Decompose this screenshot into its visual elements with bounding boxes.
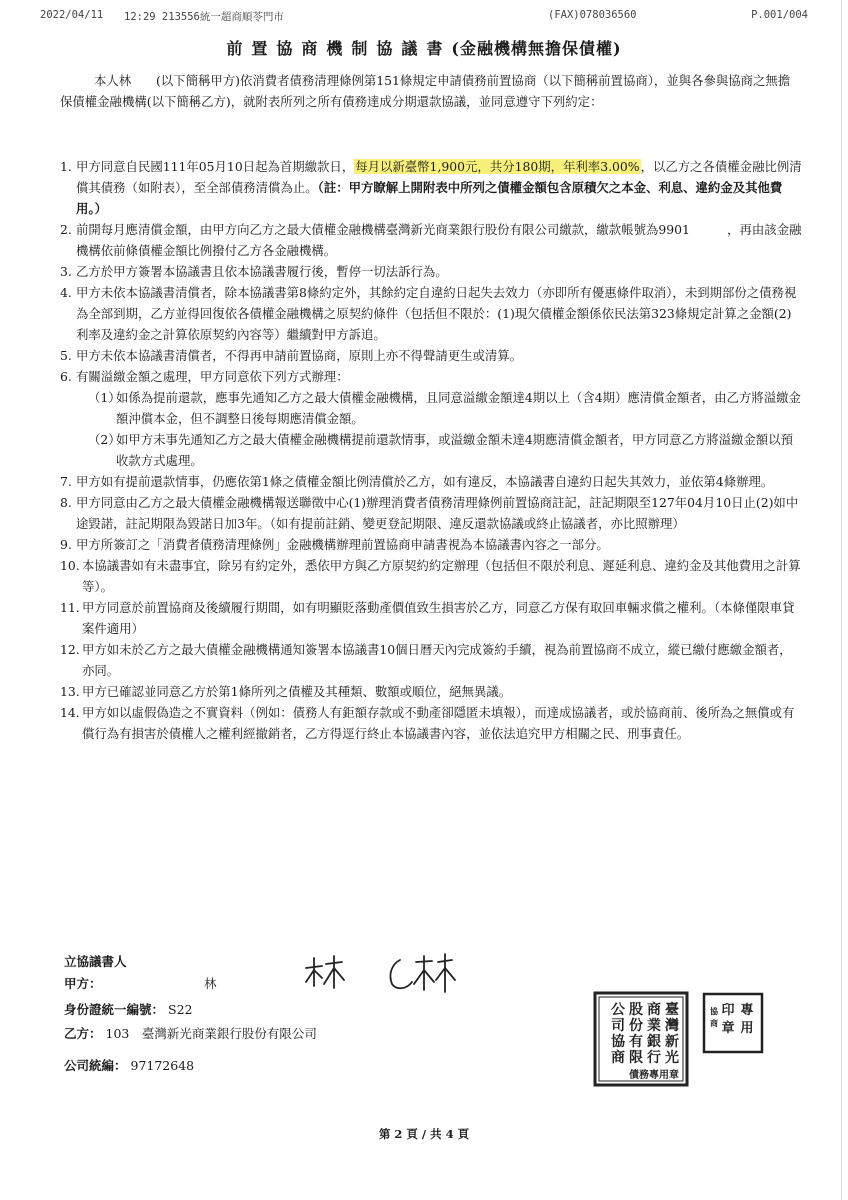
title-sub: (金融機構無擔保債權) xyxy=(451,39,622,58)
clause-number: 11. xyxy=(60,600,80,615)
svg-text:商: 商 xyxy=(710,1018,718,1028)
small-seal-stamp xyxy=(702,992,764,1054)
svg-text:行: 行 xyxy=(647,1050,661,1066)
clause-number: 5. xyxy=(60,348,72,363)
clause-14 xyxy=(60,702,802,744)
svg-text:章: 章 xyxy=(721,1021,735,1036)
signatory-heading xyxy=(64,952,127,970)
clause-11 xyxy=(60,597,802,639)
scan-edge-line xyxy=(841,0,842,1200)
fax-time-sender: 12:29 213556統一超商順苓門市 xyxy=(124,11,284,23)
clause-4 xyxy=(60,282,802,345)
clause-body: 甲方同意由乙方之最大債權金融機構報送聯徵中心(1)辦理消費者債務清理條例前置協商註記，註記期限至127年04月10日止(2)如中途毀諾，註記期限為毀諾日加3年。（如有提前註銷、變更登記期限、違反還款協議或終止協議者，亦比照辦理） xyxy=(76,495,799,531)
clause-body: 甲方已確認並同意乙方於第1條所列之債權及其種類、數額或順位，絕無異議。 xyxy=(82,684,512,699)
intro-paragraph xyxy=(60,70,800,112)
clause-body: 前開每月應清償金額，由甲方向乙方之最大債權金融機構臺灣新光商業銀行股份有限公司繳款，繳款帳號為9901 ，再由該金融機構依前條債權金額比例撥付乙方各金融機構。 xyxy=(76,222,802,258)
clause-3 xyxy=(60,261,802,282)
sub-body: 如係為提前還款，應事先通知乙方之最大債權金融機構，且同意溢繳金額達4期以上（含4期）應清償金額者，由乙方將溢繳金額沖償本金，但不調整日後每期應清償金額。 xyxy=(116,390,801,426)
clause-body: 甲方同意於前置協商及後續履行期間，如有明顯貶落動產價值致生損害於乙方，同意乙方保有取回車輛求償之權利。（本條僅限車貸案件適用） xyxy=(82,600,795,636)
clause-body: 本協議書如有未盡事宜，除另有約定外，悉依甲方與乙方原契約約定辦理（包括但不限於利息、遲延利息、違約金及其他費用之計算等）。 xyxy=(82,558,801,594)
page-footer: 第 2 頁 / 共 4 頁 xyxy=(378,1127,470,1141)
party-b-value: 103 臺灣新光商業銀行股份有限公司 xyxy=(105,1026,317,1041)
id-number-label: 身份證統一編號： xyxy=(64,1002,165,1017)
svg-text:業: 業 xyxy=(647,1018,661,1034)
intro-text: 本人林 (以下簡稱甲方)依消費者債務清理條例第151條規定申請債務前置協商（以下簡稱前置協商），並與各參與協商之無擔保債權金融機構(以下簡稱乙方)，就附表所列之所有債務達成分期還款協議，並同意遵守下列約定： xyxy=(60,73,791,109)
svg-text:份: 份 xyxy=(629,1018,643,1034)
party-a-row xyxy=(64,974,217,992)
fax-number: (FAX)078036560 xyxy=(548,9,637,21)
company-number-row xyxy=(64,1056,194,1074)
svg-text:銀: 銀 xyxy=(647,1034,661,1050)
clause-number: 2. xyxy=(60,222,72,237)
company-number-label: 公司統編： xyxy=(64,1058,127,1073)
clause-number: 12. xyxy=(60,642,80,657)
clause-body: 甲方所簽訂之「消費者債務清理條例」金融機構辦理前置協商申請書視為本協議書內容之一部分。 xyxy=(76,537,609,552)
clause-8 xyxy=(60,492,802,534)
clause-12 xyxy=(60,639,802,681)
clause-body xyxy=(76,366,802,387)
clause-body: 甲方如未於乙方之最大債權金融機構通知簽署本協議書10個日曆天內完成簽約手續，視為前置協商不成立，縱已繳付應繳金額者，亦同。 xyxy=(82,642,792,678)
clause-1-post: ，以乙方之各債權金融比例清償其債務（如附表），至全部債務清償為止。 xyxy=(76,159,802,195)
clause-number: 13. xyxy=(60,684,80,699)
clause-body: 乙方於甲方簽署本協議書且依本協議書履行後，暫停一切法訴行為。 xyxy=(76,264,448,279)
signatory-heading-label: 立協議書人 xyxy=(64,954,127,969)
sub-number: （1） xyxy=(88,390,121,405)
clause-2 xyxy=(60,219,802,261)
clause-6-sub-1 xyxy=(60,387,802,429)
svg-text:光: 光 xyxy=(665,1050,679,1066)
clause-body: 甲方如有提前還款情事，仍應依第1條之債權金額比例清償於乙方，如有違反，本協議書自違約日起失其效力，並依第4條辦理。 xyxy=(76,474,774,489)
svg-text:印: 印 xyxy=(721,1003,735,1018)
bank-seal-stamp xyxy=(592,990,690,1088)
party-a-name: 林 xyxy=(204,976,217,991)
svg-text:新: 新 xyxy=(665,1034,679,1050)
clause-9 xyxy=(60,534,802,555)
clause-1 xyxy=(60,156,802,219)
clause-number: 3. xyxy=(60,264,72,279)
svg-text:專: 專 xyxy=(740,1003,754,1018)
clause-number: 9. xyxy=(60,537,72,552)
clause-5 xyxy=(60,345,802,366)
clause-6 xyxy=(60,366,802,387)
svg-text:灣: 灣 xyxy=(665,1018,679,1034)
svg-text:限: 限 xyxy=(629,1050,643,1066)
clause-number: 14. xyxy=(60,705,80,720)
payment-terms-highlight: 每月以新臺幣1,900元，共分180期，年利率3.00% xyxy=(355,159,640,174)
party-b-label: 乙方： xyxy=(64,1026,102,1041)
svg-text:公: 公 xyxy=(611,1002,625,1018)
company-number-value: 97172648 xyxy=(130,1058,195,1073)
clause-body xyxy=(76,156,802,219)
document-title xyxy=(0,36,848,59)
title-main: 前置協商機制協議書 xyxy=(226,39,452,58)
svg-text:臺: 臺 xyxy=(665,1002,679,1018)
svg-text:商: 商 xyxy=(611,1050,625,1066)
svg-text:債務專用章: 債務專用章 xyxy=(629,1070,679,1081)
clause-body: 甲方未依本協議書清償者，除本協議書第8條約定外，其餘約定自違約日起失去效力（亦即所有優惠條件取消），未到期部份之債務視為全部到期，乙方並得回復依各債權金融機構之原契約條件（包括但不限於：(1)現欠債權金額係依民法第323條規定計算之金額(2)利率及違約金之計算依原契約內容等）繼續對甲方訴追。 xyxy=(76,285,797,342)
clause-6-sub-2 xyxy=(60,429,802,471)
sub-number: （2） xyxy=(88,432,121,447)
clause-10 xyxy=(60,555,802,597)
clause-number: 7. xyxy=(60,474,72,489)
sub-body: 如甲方未事先通知乙方之最大債權金融機構提前還款情事，或溢繳金額未達4期應清償金額者，甲方同意乙方將溢繳金額以預收款方式處理。 xyxy=(116,432,793,468)
clause-number: 1. xyxy=(60,159,72,174)
svg-text:協: 協 xyxy=(710,1006,718,1016)
handwritten-signature xyxy=(300,950,460,998)
fax-header xyxy=(40,9,808,25)
clause-number: 10. xyxy=(60,558,80,573)
party-b-row xyxy=(64,1024,317,1042)
clause-1-pre: 甲方同意自民國111年05月10日起為首期繳款日， xyxy=(76,159,355,174)
fax-page: P.001/004 xyxy=(751,9,808,21)
clause-body: 甲方如以虛假偽造之不實資料（例如：債務人有鉅額存款或不動產卻隱匿未填報），而達成協議者，或於協商前、後所為之無償或有償行為有損害於債權人之權利經撤銷者，乙方得逕行終止本協議書內容，並依法追究甲方相關之民、刑事責任。 xyxy=(82,705,795,741)
clause-7 xyxy=(60,471,802,492)
id-number-row xyxy=(64,1000,192,1018)
svg-text:協: 協 xyxy=(611,1034,625,1050)
svg-text:司: 司 xyxy=(611,1018,625,1034)
svg-text:股: 股 xyxy=(629,1002,643,1018)
clause-1-note: （註：甲方瞭解上開附表中所列之債權金額包含原積欠之本金、利息、違約金及其他費用。） xyxy=(76,180,783,216)
clause-number: 8. xyxy=(60,495,72,510)
clause-number: 4. xyxy=(60,285,72,300)
clause-6-text: 有關溢繳金額之處理，甲方同意依下列方式辦理： xyxy=(76,369,349,384)
svg-text:有: 有 xyxy=(629,1034,643,1050)
clause-body: 甲方未依本協議書清償者，不得再申請前置協商，原則上亦不得聲請更生或清算。 xyxy=(76,348,523,363)
fax-date: 2022/04/11 xyxy=(40,9,104,21)
svg-text:商: 商 xyxy=(647,1002,661,1018)
clause-number: 6. xyxy=(60,369,72,384)
clause-list xyxy=(60,150,802,744)
svg-text:用: 用 xyxy=(740,1021,754,1036)
id-number-value: S22 xyxy=(168,1002,193,1017)
clause-13 xyxy=(60,681,802,702)
party-a-label: 甲方： xyxy=(64,976,102,991)
